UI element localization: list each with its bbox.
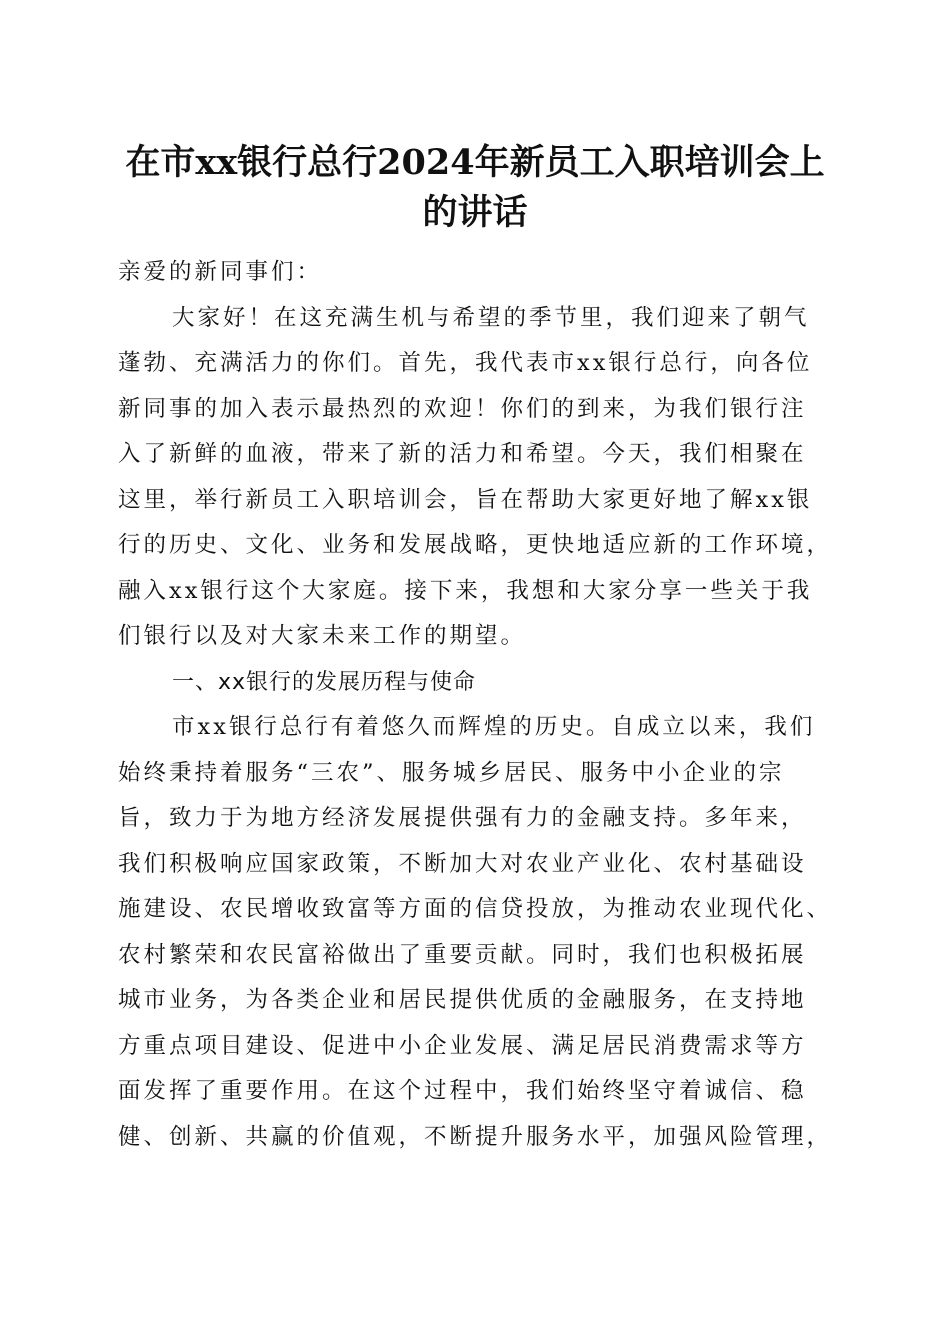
paragraph-line: 大家好！在这充满生机与希望的季节里，我们迎来了朝气 <box>172 304 810 331</box>
document-title <box>100 138 850 238</box>
paragraph-line: 们银行以及对大家未来工作的期望。 <box>118 623 527 649</box>
paragraph-line: 旨，致力于为地方经济发展提供强有力的金融支持。多年来， <box>118 805 807 831</box>
section-heading: 一、xx银行的发展历程与使命 <box>172 669 477 695</box>
paragraph-line: 融入xx银行这个大家庭。接下来，我想和大家分享一些关于我 <box>118 577 813 604</box>
paragraph-line: 行的历史、文化、业务和发展战略，更快地适应新的工作环境， <box>118 532 833 558</box>
paragraph-welcome <box>118 296 838 660</box>
paragraph-line: 市xx银行总行有着悠久而辉煌的历史。自成立以来，我们 <box>172 714 816 740</box>
paragraph-line: 农村繁荣和农民富裕做出了重要贡献。同时，我们也积极拓展 <box>118 941 807 968</box>
paragraph-line: 施建设、农民增收致富等方面的信贷投放，为推动农业现代化、 <box>118 896 833 922</box>
title-line-1: 在市xx银行总行2024年新员工入职培训会上 <box>125 142 825 183</box>
paragraph-line: 新同事的加入表示最热烈的欢迎！你们的到来，为我们银行注 <box>118 395 807 422</box>
paragraph-line: 始终秉持着服务“三农”、服务城乡居民、服务中小企业的宗 <box>118 759 785 786</box>
paragraph-line: 我们积极响应国家政策，不断加大对农业产业化、农村基础设 <box>118 850 807 877</box>
document-body <box>118 250 838 1160</box>
paragraph-line: 健、创新、共赢的价值观，不断提升服务水平，加强风险管理， <box>118 1123 833 1150</box>
paragraph-line: 城市业务，为各类企业和居民提供优质的金融服务，在支持地 <box>118 987 807 1013</box>
paragraph-line: 方重点项目建设、促进中小企业发展、满足居民消费需求等方 <box>118 1032 807 1059</box>
paragraph-line: 入了新鲜的血液，带来了新的活力和希望。今天，我们相聚在 <box>118 441 807 467</box>
paragraph-history <box>118 705 838 1160</box>
paragraph-line: 这里，举行新员工入职培训会，旨在帮助大家更好地了解xx银 <box>118 486 813 513</box>
paragraph-line: 面发挥了重要作用。在这个过程中，我们始终坚守着诚信、稳 <box>118 1078 807 1104</box>
salutation: 亲爱的新同事们： <box>118 259 323 285</box>
paragraph-line: 蓬勃、充满活力的你们。首先，我代表市xx银行总行，向各位 <box>118 350 813 376</box>
title-line-2: 的讲话 <box>422 192 528 233</box>
